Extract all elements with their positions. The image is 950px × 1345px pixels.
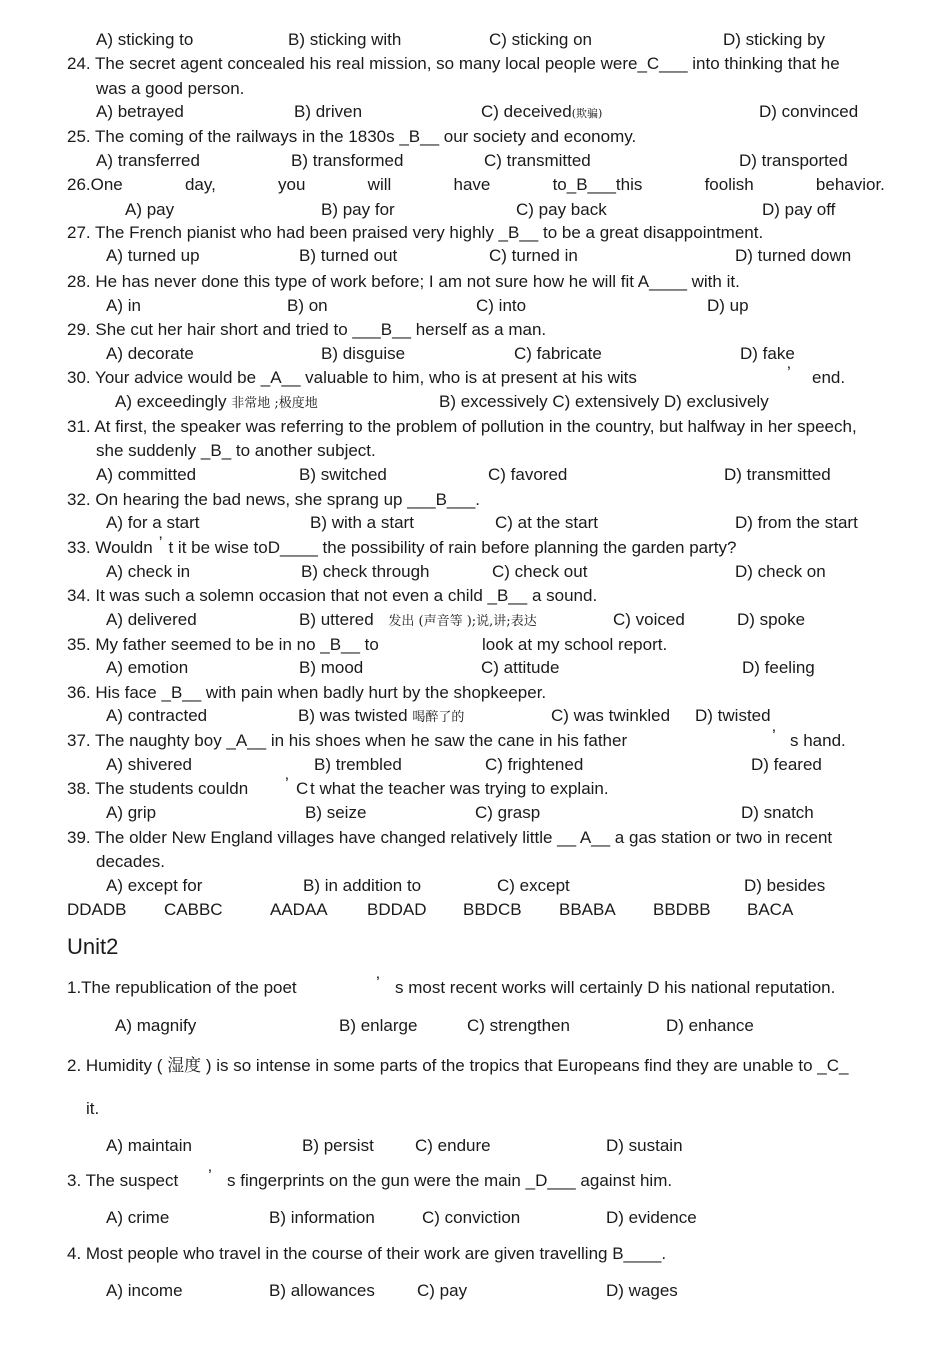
option-b: B) check through <box>301 562 430 581</box>
option-b: B) allowances <box>269 1281 375 1300</box>
option-d: D) check on <box>735 562 826 581</box>
option-a: A) sticking to <box>96 30 194 49</box>
option-b: B) pay for <box>321 200 395 219</box>
unit2-question-2-text-cont: it. <box>86 1099 100 1118</box>
option-b: B) in addition to <box>303 876 422 895</box>
answer-blank: D <box>647 978 660 997</box>
answer-group: BDDAD <box>367 900 427 919</box>
option-a: A) betrayed <box>96 102 184 121</box>
option-c: C) voiced <box>613 610 685 629</box>
gloss-note: 非常地 ;极度地 <box>231 396 318 411</box>
option-b: B) information <box>269 1208 375 1227</box>
gloss-note: (欺骗) <box>571 107 603 120</box>
option-c: C) pay <box>417 1281 468 1300</box>
question-32-text: 32. On hearing the bad news, she sprang up ___B___. <box>67 490 481 509</box>
option-d: D) feeling <box>742 658 815 677</box>
question-26-text <box>67 174 885 196</box>
option-b: B) trembled <box>314 755 402 774</box>
option-a: A) emotion <box>106 658 189 677</box>
option-b: B) on <box>287 296 328 315</box>
apostrophe: ’ <box>285 774 289 793</box>
question-35-text: 35. My father seemed to be in no _B__ to <box>67 635 379 654</box>
option-d: D) pay off <box>762 200 836 219</box>
question-25-text: 25. The coming of the railways in the 1830s _B__ our society and economy. <box>67 127 637 146</box>
option-d: D) wages <box>606 1281 678 1300</box>
apostrophe: ’ <box>787 363 791 382</box>
question-38-text-cont: t what the teacher was trying to explain. <box>310 779 609 798</box>
option-c: C) was twinkled <box>551 706 671 725</box>
option-d: D) enhance <box>666 1016 754 1035</box>
option-b: B) was twisted 喝醉了的 <box>298 706 465 725</box>
options-row-q37 <box>0 754 950 776</box>
option-b: B) switched <box>299 465 387 484</box>
option-b: B) persist <box>302 1136 374 1155</box>
option-d: D) sticking by <box>723 30 826 49</box>
apostrophe: ’ <box>208 1166 212 1185</box>
question-34-text: 34. It was such a solemn occasion that not even a child _B__ a sound. <box>67 586 598 605</box>
option-a: A) grip <box>106 803 157 822</box>
question-24-text: 24. The secret agent concealed his real mission, so many local people were_C___ into thinking that he <box>67 54 840 73</box>
option-a: A) transferred <box>96 151 200 170</box>
option-b: B) driven <box>294 102 363 121</box>
options-row-q36 <box>0 705 950 727</box>
option-a: A) turned up <box>106 246 200 265</box>
option-a: A) crime <box>106 1208 170 1227</box>
option-d: D) besides <box>744 876 826 895</box>
option-d: D) fake <box>740 344 795 363</box>
options-row-u2q3 <box>0 1207 950 1229</box>
option-a: A) magnify <box>115 1016 197 1035</box>
answer-group: DDADB <box>67 900 127 919</box>
question-31-text: 31. At first, the speaker was referring to the problem of pollution in the country, but halfway in her speech, <box>67 417 857 436</box>
word: foolish <box>704 175 754 194</box>
option-a: A) income <box>106 1281 183 1300</box>
options-row-q24 <box>0 101 950 123</box>
option-c: C) grasp <box>475 803 541 822</box>
question-33-text: 33. Wouldn ’ t it be wise toD____ the possibility of rain before planning the garden party? <box>67 533 737 557</box>
unit2-question-1-text-cont: s most recent works will certainly D his national reputation. <box>395 978 836 997</box>
option-d: D) transported <box>739 151 848 170</box>
option-c: C) turned in <box>489 246 578 265</box>
option-c: C) favored <box>488 465 568 484</box>
question-39-text: 39. The older New England villages have changed relatively little __ A__ a gas station or two in recent <box>67 828 833 847</box>
options-row-q23 <box>0 29 950 51</box>
gloss-note: 喝醉了的 <box>412 710 465 725</box>
option-a: A) pay <box>125 200 175 219</box>
option-c: C) conviction <box>422 1208 521 1227</box>
word: day, <box>184 175 216 194</box>
option-a: A) except for <box>106 876 203 895</box>
option-d: D) feared <box>751 755 822 774</box>
option-b: B) seize <box>305 803 367 822</box>
unit2-question-4-text: 4. Most people who travel in the course of their work are given travelling B____. <box>67 1244 667 1263</box>
option-d: D) turned down <box>735 246 852 265</box>
question-36-text: 36. His face _B__ with pain when badly hurt by the shopkeeper. <box>67 683 547 702</box>
question-24-text-cont: was a good person. <box>96 79 245 98</box>
option-b: B) sticking with <box>288 30 402 49</box>
options-b-c-d: B) excessively C) extensively D) exclusively <box>439 392 769 411</box>
option-a: A) for a start <box>106 513 200 532</box>
question-39-text-cont: decades. <box>96 852 165 871</box>
word: to_B___this <box>552 175 643 194</box>
unit2-question-1-text: 1.The republication of the poet <box>67 978 297 997</box>
unit2-question-3-text: 3. The suspect <box>67 1171 179 1190</box>
option-c: C) deceived(欺骗) <box>481 102 603 121</box>
answer-key <box>0 899 950 921</box>
option-d: D) up <box>707 296 749 315</box>
unit-heading: Unit2 <box>67 934 119 959</box>
answer-group: CABBC <box>164 900 223 919</box>
word: will <box>367 175 392 194</box>
word: have <box>453 175 491 194</box>
question-35-text-cont: look at my school report. <box>482 635 668 654</box>
option-d: D) evidence <box>606 1208 697 1227</box>
option-a: A) contracted <box>106 706 208 725</box>
answer-group: BBDCB <box>463 900 522 919</box>
options-row-q30 <box>0 391 950 413</box>
options-row-q28 <box>0 295 950 317</box>
question-28-text: 28. He has never done this type of work before; I am not sure how he will fit A____ with it. <box>67 272 740 291</box>
question-37-text-cont: s hand. <box>790 731 846 750</box>
option-c: C) attitude <box>481 658 560 677</box>
options-row-q32 <box>0 512 950 534</box>
options-row-q27 <box>0 245 950 267</box>
option-a: A) in <box>106 296 141 315</box>
option-d: D) spoke <box>737 610 806 629</box>
question-31-text-cont: she suddenly _B_ to another subject. <box>96 441 376 460</box>
options-row-q25 <box>0 150 950 172</box>
option-b: B) enlarge <box>339 1016 418 1035</box>
option-a: A) delivered <box>106 610 197 629</box>
options-row-q26 <box>0 199 950 221</box>
option-d: D) twisted <box>695 706 771 725</box>
word: behavior. <box>815 175 885 194</box>
question-27-text: 27. The French pianist who had been praised very highly _B__ to be a great disappointment. <box>67 223 764 242</box>
answer-blank: D____ <box>267 538 318 557</box>
option-b: B) disguise <box>321 344 406 363</box>
question-29-text: 29. She cut her hair short and tried to ___B__ herself as a man. <box>67 320 547 339</box>
option-c: C) frightened <box>485 755 584 774</box>
options-row-q33 <box>0 561 950 583</box>
answer-group: BBDBB <box>653 900 711 919</box>
options-row-u2q2 <box>0 1135 950 1157</box>
option-a: A) decorate <box>106 344 194 363</box>
option-c: C) sticking on <box>489 30 592 49</box>
question-37-text: 37. The naughty boy _A__ in his shoes when he saw the cane in his father <box>67 731 628 750</box>
option-b: B) transformed <box>291 151 404 170</box>
option-d: D) convinced <box>759 102 859 121</box>
question-38-text: 38. The students couldn <box>67 779 249 798</box>
unit2-question-2-text: 2. Humidity ( 湿度 ) is so intense in some parts of the tropics that Europeans find they are unable to _C_ <box>67 1056 849 1075</box>
options-row-q35 <box>0 657 950 679</box>
answer-group: BACA <box>747 900 794 919</box>
word: you <box>278 175 306 194</box>
option-d: D) from the start <box>735 513 858 532</box>
option-a: A) committed <box>96 465 197 484</box>
answer-blank: C <box>296 779 309 798</box>
options-row-u2q4 <box>0 1280 950 1302</box>
option-b: B) mood <box>299 658 364 677</box>
option-c: C) pay back <box>516 200 607 219</box>
options-row-u2q1 <box>0 1015 950 1037</box>
options-row-q31 <box>0 464 950 486</box>
option-c: C) transmitted <box>484 151 591 170</box>
apostrophe: ’ <box>376 973 380 992</box>
options-row-q29 <box>0 343 950 365</box>
question-30-text: 30. Your advice would be _A__ valuable to him, who is at present at his wits <box>67 368 637 387</box>
option-c: C) endure <box>415 1136 491 1155</box>
option-d: D) sustain <box>606 1136 683 1155</box>
options-row-q38 <box>0 802 950 824</box>
option-a: A) exceedingly 非常地 ;极度地 <box>115 392 318 411</box>
unit2-question-3-text-cont: s fingerprints on the gun were the main _D___ against him. <box>227 1171 673 1190</box>
word: 26.One <box>67 175 123 194</box>
options-row-q34 <box>0 609 950 631</box>
option-b: B) turned out <box>299 246 398 265</box>
option-b: B) uttered 发出 (声音等 );说,讲;表达 <box>299 610 537 629</box>
apostrophe: ’ <box>772 726 776 745</box>
option-c: C) check out <box>492 562 588 581</box>
option-a: A) maintain <box>106 1136 192 1155</box>
option-c: C) except <box>497 876 570 895</box>
gloss-note: 发出 (声音等 );说,讲;表达 <box>388 614 537 629</box>
option-a: A) shivered <box>106 755 192 774</box>
option-c: C) into <box>476 296 527 315</box>
option-b: B) with a start <box>310 513 414 532</box>
option-c: C) fabricate <box>514 344 602 363</box>
option-c: C) strengthen <box>467 1016 570 1035</box>
options-row-q39 <box>0 875 950 897</box>
option-d: D) transmitted <box>724 465 831 484</box>
option-d: D) snatch <box>741 803 814 822</box>
answer-group: AADAA <box>270 900 328 919</box>
answer-group: BBABA <box>559 900 616 919</box>
question-30-end: end. <box>812 368 846 387</box>
option-a: A) check in <box>106 562 191 581</box>
option-c: C) at the start <box>495 513 598 532</box>
